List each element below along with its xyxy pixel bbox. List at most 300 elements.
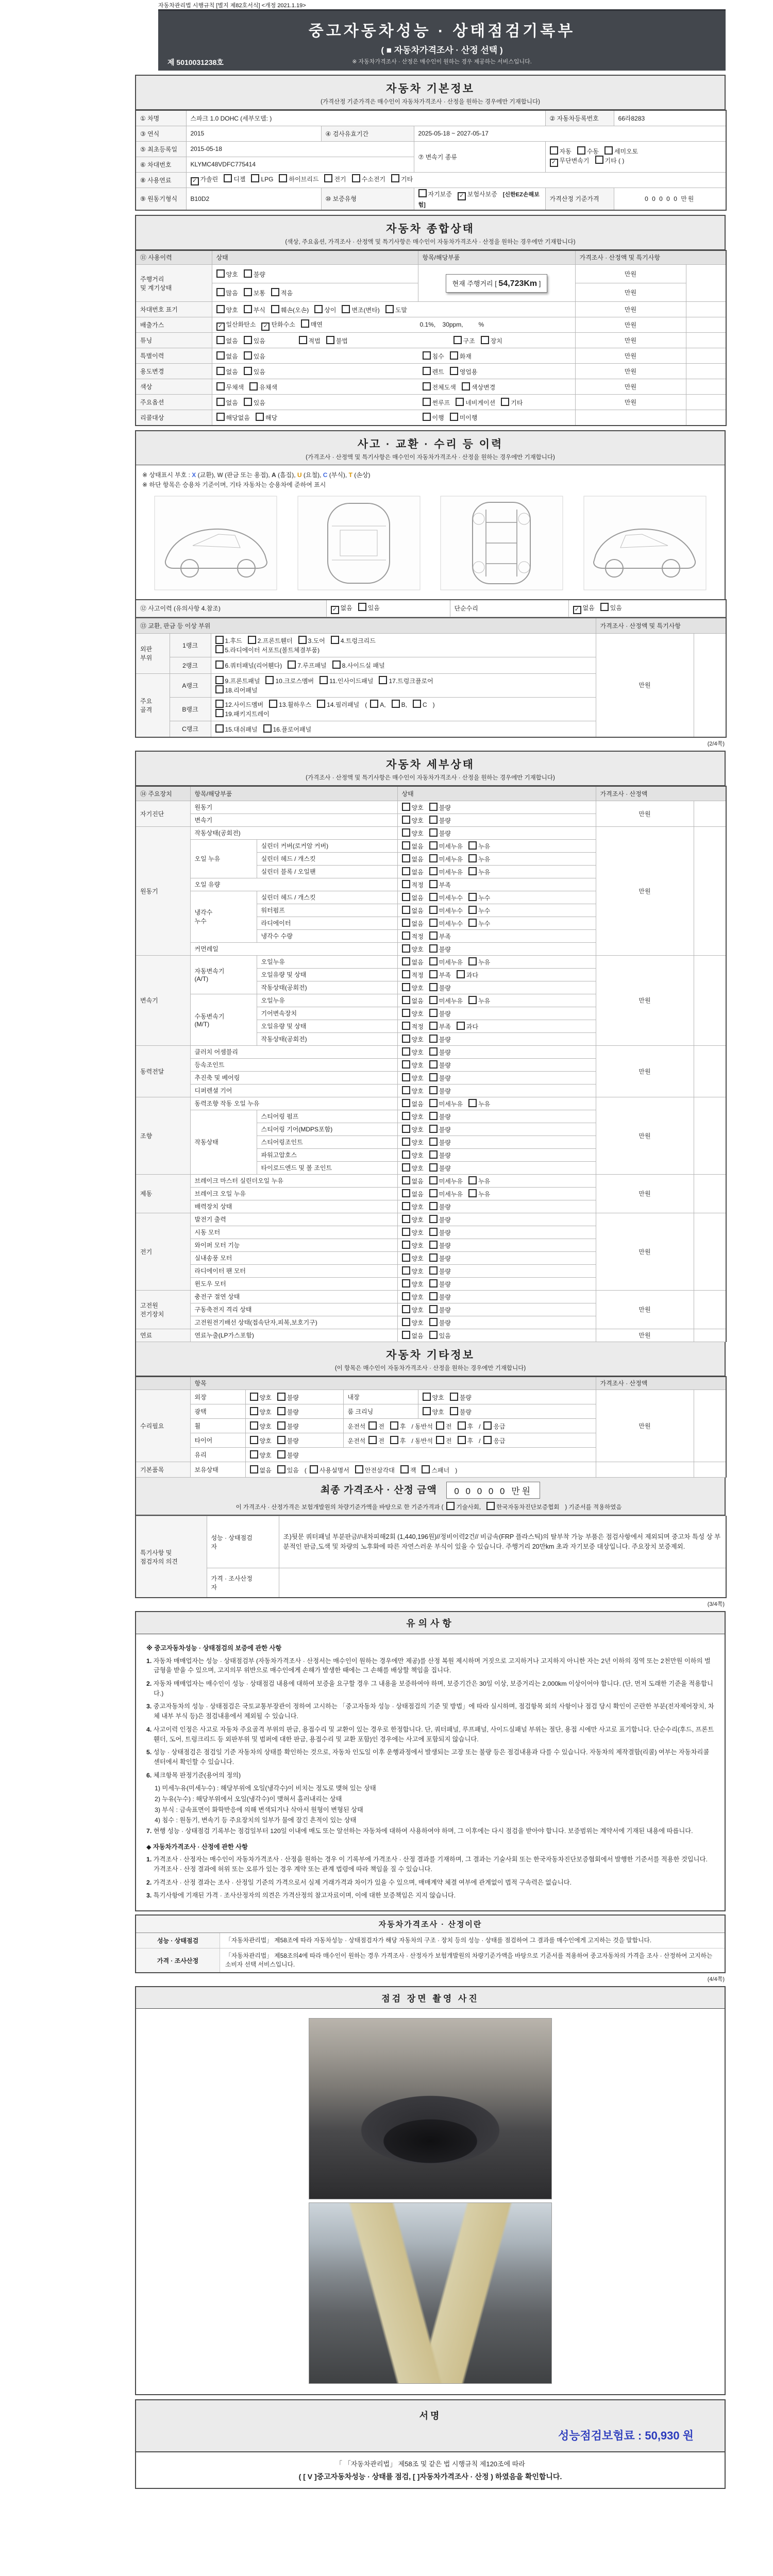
checkbox[interactable]: [277, 1465, 285, 1473]
checkbox[interactable]: [468, 1099, 477, 1107]
checkbox-label: 전: [445, 1422, 452, 1430]
checkbox[interactable]: [271, 305, 279, 313]
checkbox[interactable]: [244, 351, 252, 360]
checkbox[interactable]: [423, 398, 431, 406]
photo-section-title: 점검 장면 촬영 사진: [136, 1987, 725, 2009]
checkbox[interactable]: [400, 1465, 409, 1473]
check-option: [402, 957, 424, 967]
table-row: [136, 395, 726, 410]
checkbox[interactable]: [429, 944, 438, 953]
checkbox[interactable]: [277, 1450, 285, 1459]
checkbox[interactable]: [402, 944, 410, 953]
check-option: [326, 336, 348, 345]
price-cell: 만원: [596, 1097, 694, 1174]
checkbox[interactable]: [402, 1047, 410, 1056]
checkbox[interactable]: ✓: [191, 177, 199, 185]
checkbox[interactable]: [429, 1176, 438, 1184]
checkbox[interactable]: [429, 957, 438, 965]
check-option: [429, 1163, 451, 1173]
check-option: [429, 1292, 451, 1301]
checkbox[interactable]: [429, 1215, 438, 1223]
checkbox[interactable]: [468, 957, 477, 965]
checkbox-label: 있음: [610, 604, 622, 612]
checkbox[interactable]: [250, 1421, 258, 1430]
check-option: [457, 970, 478, 979]
col-header: 항목/해당부품: [190, 786, 397, 801]
checkbox[interactable]: [370, 700, 378, 708]
checkbox[interactable]: [402, 1189, 410, 1197]
checkbox[interactable]: [468, 1176, 477, 1184]
definition-label: 성능 · 상태점검: [136, 1933, 220, 1948]
checkbox[interactable]: [244, 398, 252, 406]
checkbox[interactable]: [402, 1228, 410, 1236]
check-option: [317, 700, 359, 709]
checkbox[interactable]: [429, 1202, 438, 1210]
checkbox[interactable]: [429, 1125, 438, 1133]
checkbox[interactable]: [468, 867, 477, 875]
checkbox[interactable]: [429, 970, 438, 978]
checkbox[interactable]: [423, 1393, 431, 1401]
checkbox[interactable]: [216, 398, 225, 406]
checkbox[interactable]: [446, 1502, 455, 1510]
checkbox[interactable]: [600, 603, 609, 611]
checkbox-label: 적법: [308, 337, 321, 345]
checkbox[interactable]: [352, 174, 360, 182]
checkbox[interactable]: [468, 854, 477, 862]
checkbox[interactable]: [216, 336, 225, 344]
status-cell: [397, 1020, 596, 1032]
status-cell: [397, 1290, 596, 1303]
checkbox[interactable]: [248, 636, 256, 644]
checkbox[interactable]: [402, 1073, 410, 1081]
checkbox[interactable]: [423, 382, 431, 391]
checkbox[interactable]: [402, 1176, 410, 1184]
check-option: [248, 636, 293, 645]
checkbox[interactable]: [402, 1215, 410, 1223]
checkbox[interactable]: [429, 919, 438, 927]
checkbox[interactable]: [299, 336, 307, 344]
checkbox[interactable]: [402, 1022, 410, 1030]
checkbox[interactable]: [429, 931, 438, 940]
checkbox[interactable]: [429, 1009, 438, 1017]
checkbox[interactable]: [402, 1150, 410, 1159]
item-label: 클러치 어셈블리: [190, 1045, 397, 1058]
checkbox[interactable]: [332, 660, 341, 669]
checkbox[interactable]: [429, 1138, 438, 1146]
checkbox[interactable]: [331, 636, 339, 644]
checkbox[interactable]: [429, 1163, 438, 1172]
check-option: [269, 700, 311, 709]
checkbox-label: 색상변경: [471, 383, 496, 391]
checkbox[interactable]: [429, 996, 438, 1004]
checkbox[interactable]: [402, 957, 410, 965]
checkbox[interactable]: [402, 906, 410, 914]
checkbox[interactable]: [402, 1086, 410, 1094]
check-option: [310, 1465, 349, 1475]
checkbox[interactable]: [481, 336, 489, 344]
status-cell: [397, 852, 596, 865]
checkbox[interactable]: [429, 1073, 438, 1081]
checkbox[interactable]: [250, 1393, 258, 1401]
note-cell: [694, 1290, 726, 1329]
inline-text: ) 기준서를 적용하였음: [565, 1504, 622, 1511]
checkbox[interactable]: [310, 1465, 318, 1473]
checkbox[interactable]: [402, 841, 410, 850]
check-option: [429, 803, 451, 812]
checkbox[interactable]: [320, 676, 328, 684]
checkbox[interactable]: [215, 709, 224, 717]
checkbox[interactable]: [402, 1318, 410, 1326]
checkbox[interactable]: [402, 1279, 410, 1287]
checkbox[interactable]: [402, 854, 410, 862]
checkbox[interactable]: [450, 413, 458, 421]
checkbox[interactable]: [468, 919, 477, 927]
checkbox[interactable]: [317, 700, 325, 708]
checkbox[interactable]: [429, 983, 438, 991]
checkbox[interactable]: [216, 367, 225, 375]
checkbox[interactable]: [429, 1035, 438, 1043]
checkbox[interactable]: [429, 816, 438, 824]
field-label: ⑩ 보증유형: [321, 188, 414, 210]
checkbox-label: 없음: [411, 1190, 424, 1198]
checkbox[interactable]: [429, 841, 438, 850]
checkbox[interactable]: [216, 413, 225, 421]
table-row: [136, 801, 726, 814]
checkbox[interactable]: [429, 906, 438, 914]
checkbox[interactable]: [483, 1421, 492, 1430]
checkbox[interactable]: [379, 676, 387, 684]
checkbox[interactable]: [215, 700, 224, 708]
checkbox[interactable]: [402, 1035, 410, 1043]
notice-subitem: 1) 미세누유(미세누수) : 해당부위에 오일(냉각수)이 비치는 정도로 맺혀 있는 상태: [155, 1785, 376, 1792]
checkbox[interactable]: [402, 803, 410, 811]
checkbox[interactable]: [450, 367, 458, 375]
checkbox[interactable]: [429, 1022, 438, 1030]
checkbox[interactable]: [402, 1331, 410, 1339]
item-label: 작동상태(공회전): [190, 826, 397, 839]
checkbox[interactable]: ✓: [573, 606, 581, 614]
checkbox[interactable]: [429, 1228, 438, 1236]
section-title: 사고 · 교환 · 수리 등 이력: [357, 438, 503, 450]
checkbox[interactable]: [429, 1279, 438, 1287]
check-option: [453, 336, 475, 345]
checkbox[interactable]: [604, 146, 613, 155]
item-label: 디퍼렌셜 기어: [190, 1084, 397, 1097]
checkbox[interactable]: [263, 724, 272, 733]
checkbox[interactable]: [429, 1292, 438, 1300]
checkbox[interactable]: ✓: [458, 192, 466, 200]
checkbox[interactable]: [402, 1009, 410, 1017]
checkbox[interactable]: ✓: [550, 159, 558, 167]
checkbox[interactable]: [453, 336, 462, 344]
overall-condition-table: [135, 250, 726, 426]
checkbox[interactable]: ✓: [216, 323, 225, 331]
checkbox-label: 후: [467, 1437, 474, 1445]
check-option: [400, 1465, 416, 1475]
checkbox[interactable]: [324, 174, 332, 182]
checkbox[interactable]: [256, 413, 264, 421]
checkbox-label: 불량: [287, 1394, 299, 1401]
checkbox[interactable]: [288, 660, 296, 669]
checkbox[interactable]: [402, 1266, 410, 1275]
col-header: 상태: [212, 250, 418, 265]
checkbox[interactable]: [250, 1450, 258, 1459]
check-option: [215, 636, 242, 645]
checkbox[interactable]: [402, 1253, 410, 1262]
checkbox[interactable]: [429, 880, 438, 888]
checkbox[interactable]: [457, 1022, 465, 1030]
checkbox[interactable]: [244, 305, 252, 313]
checkbox[interactable]: [301, 319, 309, 328]
document-body: [135, 0, 726, 2489]
inline-text: ): [455, 1466, 458, 1474]
checkbox[interactable]: [216, 269, 225, 278]
checkbox-label: 응급: [493, 1437, 506, 1445]
checkbox[interactable]: [402, 816, 410, 824]
checkbox[interactable]: [402, 1241, 410, 1249]
check-option: [216, 413, 250, 422]
checkbox[interactable]: [429, 1253, 438, 1262]
checkbox-label: 양호: [259, 1451, 272, 1459]
checkbox[interactable]: [271, 288, 279, 296]
notice-section-title: ◆ 자동차가격조사 · 산정에 관한 사항: [146, 1843, 248, 1851]
checkbox[interactable]: [402, 893, 410, 901]
checkbox[interactable]: [279, 174, 287, 182]
checkbox[interactable]: [468, 996, 477, 1004]
checkbox[interactable]: [483, 1436, 492, 1444]
checkbox[interactable]: [595, 156, 603, 164]
row-label: 배출가스: [136, 317, 212, 333]
checkbox[interactable]: [577, 146, 585, 155]
checkbox[interactable]: [215, 645, 224, 653]
inspection-photo-lift: [309, 2202, 552, 2384]
checkbox[interactable]: [277, 1421, 285, 1430]
checkbox[interactable]: [429, 867, 438, 875]
checkbox[interactable]: [298, 636, 307, 644]
checkbox[interactable]: [436, 1436, 444, 1444]
checkbox[interactable]: [385, 305, 394, 313]
checkbox[interactable]: [355, 1465, 363, 1473]
checkbox[interactable]: [391, 174, 399, 182]
checkbox-label: 디젤: [233, 176, 246, 183]
checkbox[interactable]: [402, 996, 410, 1004]
checkbox[interactable]: [390, 1421, 398, 1430]
checkbox[interactable]: [402, 880, 410, 888]
checkbox[interactable]: [429, 1241, 438, 1249]
status-cell: [397, 839, 596, 852]
checkbox[interactable]: [429, 1305, 438, 1313]
check-option: [342, 305, 379, 314]
checkbox-label: 미세누유: [439, 842, 463, 850]
checkbox[interactable]: [501, 398, 509, 406]
checkbox-label: 양호: [411, 1139, 424, 1146]
item-label: 연료누출(LP가스포함): [190, 1329, 397, 1342]
checkbox[interactable]: [216, 288, 225, 296]
checkbox[interactable]: [251, 174, 259, 182]
device-group: 원동기: [136, 826, 190, 955]
checkbox[interactable]: [402, 828, 410, 837]
check-option: [550, 156, 590, 167]
checkbox[interactable]: [216, 351, 225, 360]
checkbox[interactable]: [450, 1393, 458, 1401]
checkbox-label: 무단변속기: [559, 157, 590, 164]
check-option: [468, 841, 490, 851]
check-option: [390, 1421, 406, 1431]
base-price: 0 0 0 0 0 만원: [614, 188, 726, 210]
checkbox[interactable]: [244, 336, 252, 344]
checkbox[interactable]: [216, 305, 225, 313]
checkbox[interactable]: [250, 1407, 258, 1415]
checkbox[interactable]: [429, 893, 438, 901]
checkbox[interactable]: [468, 906, 477, 914]
checkbox[interactable]: [402, 1202, 410, 1210]
checkbox[interactable]: [250, 1465, 258, 1473]
checkbox[interactable]: [269, 700, 277, 708]
checkbox[interactable]: [402, 1305, 410, 1313]
checkbox[interactable]: [249, 382, 258, 391]
checkbox[interactable]: [468, 1189, 477, 1197]
checkbox[interactable]: [436, 1421, 444, 1430]
rank-label: C랭크: [170, 721, 211, 737]
checkbox[interactable]: [429, 1266, 438, 1275]
checkbox[interactable]: [277, 1407, 285, 1415]
checkbox[interactable]: [429, 828, 438, 837]
price-definition-box: [135, 1914, 726, 1973]
transmission-type: [545, 141, 726, 172]
checkbox[interactable]: [429, 1318, 438, 1326]
checkbox[interactable]: [429, 1150, 438, 1159]
checkbox[interactable]: [429, 1060, 438, 1069]
checkbox[interactable]: [458, 1421, 466, 1430]
checkbox[interactable]: [402, 1163, 410, 1172]
table-row: [136, 348, 726, 364]
checkbox[interactable]: [418, 189, 427, 197]
checkbox[interactable]: [215, 660, 224, 669]
checkbox[interactable]: [429, 854, 438, 862]
checkbox[interactable]: [456, 398, 464, 406]
checkbox[interactable]: [402, 970, 410, 978]
checkbox[interactable]: [468, 893, 477, 901]
checkbox[interactable]: [392, 700, 400, 708]
item-label: 광택: [190, 1404, 245, 1419]
price-cell: [596, 1462, 694, 1478]
checkbox[interactable]: [413, 700, 421, 708]
checkbox[interactable]: [326, 336, 334, 344]
checkbox[interactable]: [462, 382, 470, 391]
checkbox[interactable]: [402, 1292, 410, 1300]
checkbox[interactable]: [368, 1421, 377, 1430]
check-option: [429, 1318, 451, 1327]
signature-box: [135, 2399, 726, 2452]
checkbox[interactable]: [215, 685, 224, 693]
checkbox[interactable]: [402, 919, 410, 927]
checkbox[interactable]: [402, 1138, 410, 1146]
checkbox[interactable]: [450, 351, 458, 360]
checkbox-label: 수동: [586, 148, 599, 155]
checkbox[interactable]: [224, 174, 232, 182]
checkbox[interactable]: [429, 1112, 438, 1120]
checkbox[interactable]: [265, 676, 274, 684]
checkbox[interactable]: [215, 636, 224, 644]
checkbox[interactable]: [457, 970, 465, 978]
checkbox[interactable]: [423, 1407, 431, 1415]
checkbox-label: 전: [445, 1437, 452, 1445]
checkbox[interactable]: [429, 1047, 438, 1056]
checkbox[interactable]: [450, 1407, 458, 1415]
checkbox[interactable]: [423, 351, 431, 360]
checkbox[interactable]: [402, 867, 410, 875]
checkbox[interactable]: [486, 1502, 495, 1510]
checkbox-label: 도말: [395, 306, 407, 314]
checkbox[interactable]: [429, 1189, 438, 1197]
checkbox[interactable]: [368, 1436, 377, 1444]
checkbox[interactable]: [250, 1436, 258, 1444]
checkbox[interactable]: [458, 1436, 466, 1444]
checkbox-label: 없음: [582, 604, 595, 612]
item-label: 스티어링 펌프: [257, 1110, 397, 1123]
basic-info-table: [135, 110, 726, 211]
checkbox[interactable]: ✓: [331, 606, 339, 614]
checkbox[interactable]: [423, 367, 431, 375]
checkbox[interactable]: [390, 1436, 398, 1444]
checkbox-label: 과다: [466, 1023, 479, 1030]
check-option: [450, 351, 472, 361]
checkbox[interactable]: [550, 146, 558, 155]
checkbox[interactable]: [402, 1112, 410, 1120]
checkbox[interactable]: [277, 1436, 285, 1444]
checkbox[interactable]: [216, 382, 225, 391]
checkbox[interactable]: [429, 803, 438, 811]
checkbox[interactable]: [402, 983, 410, 991]
device-group: 제동: [136, 1174, 190, 1213]
checkbox-label: 불량: [287, 1451, 299, 1459]
checkbox[interactable]: [244, 269, 252, 278]
checkbox[interactable]: [342, 305, 350, 313]
checkbox[interactable]: [402, 1099, 410, 1107]
item-label: 원동기: [190, 801, 397, 814]
check-option: [368, 1421, 384, 1431]
checkbox[interactable]: [422, 1465, 430, 1473]
checkbox[interactable]: [402, 1125, 410, 1133]
checkbox[interactable]: [402, 931, 410, 940]
checkbox[interactable]: [215, 676, 224, 684]
checkbox[interactable]: [429, 1331, 438, 1339]
checkbox-label: 불량: [439, 1280, 451, 1288]
checkbox-label: 기술사회,: [456, 1504, 481, 1511]
checkbox[interactable]: [314, 305, 323, 313]
checkbox[interactable]: [358, 603, 366, 611]
checkbox-label: 3.도어: [308, 637, 325, 645]
checkbox[interactable]: [244, 367, 252, 375]
check-option: [402, 803, 424, 812]
checkbox[interactable]: [277, 1393, 285, 1401]
check-option: [244, 367, 265, 376]
status-cell: [397, 1123, 596, 1136]
checkbox[interactable]: [429, 1099, 438, 1107]
checkbox[interactable]: [468, 841, 477, 850]
checkbox[interactable]: [429, 1086, 438, 1094]
checkbox[interactable]: ✓: [261, 323, 270, 331]
check-option: [423, 382, 456, 392]
definition-row: [136, 1948, 725, 1972]
checkbox[interactable]: [402, 1060, 410, 1069]
checkbox[interactable]: [423, 413, 431, 421]
checkbox[interactable]: [244, 288, 252, 296]
page-marker: (3/4쪽): [707, 1601, 725, 1607]
checkbox-label: 전체도색: [432, 383, 456, 391]
checkbox-label: 누수: [478, 920, 491, 927]
checkbox[interactable]: [215, 724, 224, 733]
